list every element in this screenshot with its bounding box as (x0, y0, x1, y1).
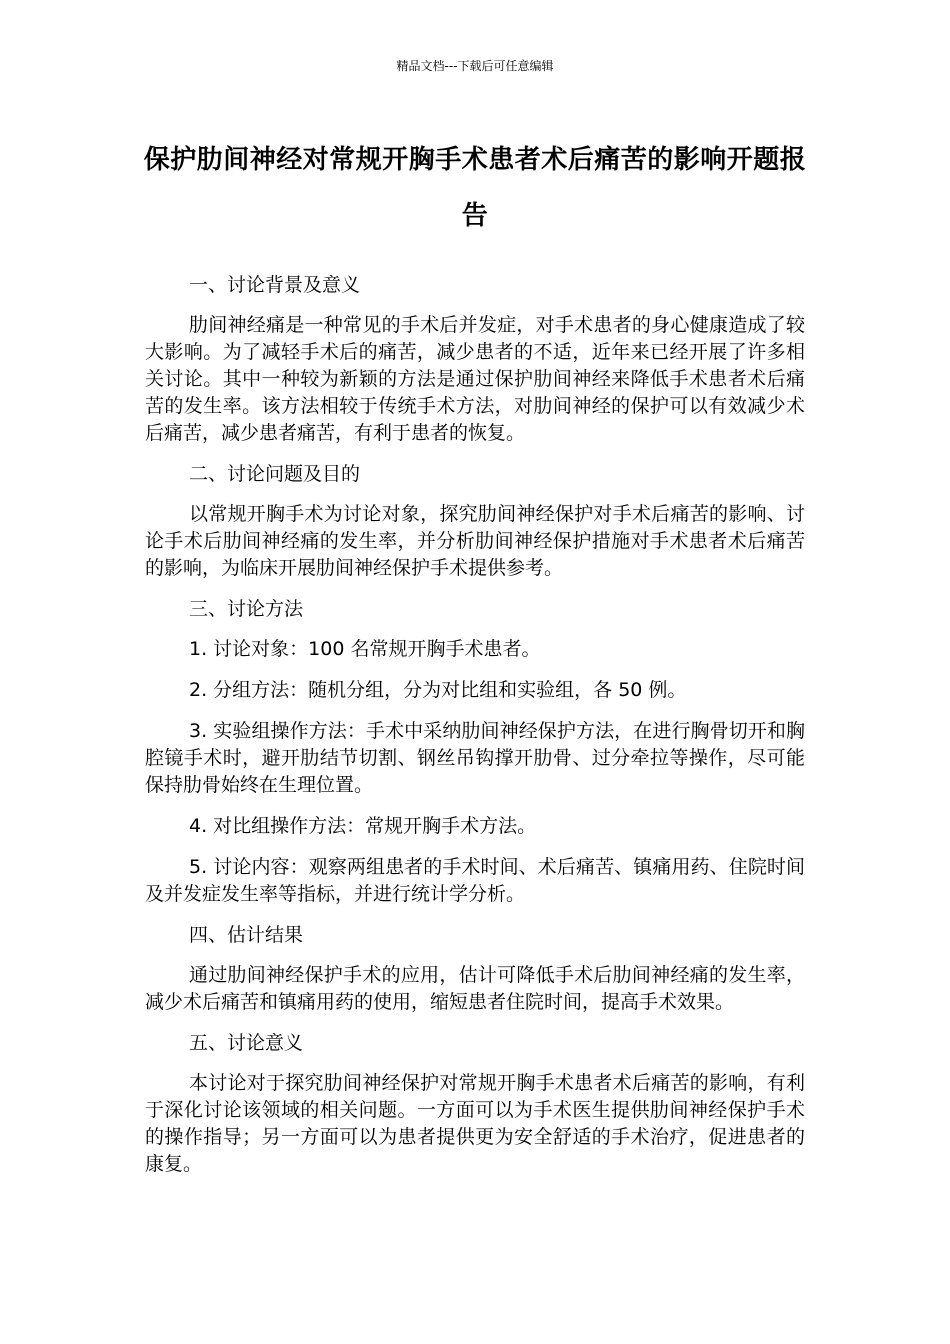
section-heading: 二、讨论问题及目的 (189, 463, 361, 485)
method-item: 4. 对比组操作方法：常规开胸手术方法。 (189, 815, 537, 837)
body-paragraph: 本讨论对于探究肋间神经保护对常规开胸手术患者术后痛苦的影响，有利于深化讨论该领域的相关问题。一方面可以为手术医生提供肋间神经保护手术的操作指导；另一方面可以为患者提供更为安全舒适的手术治疗，促进患者的康复。 (145, 1072, 805, 1175)
section-heading: 四、估计结果 (189, 924, 304, 946)
method-item: 2. 分组方法：随机分组，分为对比组和实验组，各 50 例。 (189, 679, 687, 701)
body-paragraph: 肋间神经痛是一种常见的手术后并发症，对手术患者的身心健康造成了较大影响。为了减轻手术后的痛苦，减少患者的不适，近年来已经开展了许多相关讨论。其中一种较为新颖的方法是通过保护肋间神经来降低手术患者术后痛苦的发生率。该方法相较于传统手术方法，对肋间神经的保护可以有效减少术后痛苦，减少患者痛苦，有利于患者的恢复。 (145, 314, 805, 444)
body-paragraph: 以常规开胸手术为讨论对象，探究肋间神经保护对手术后痛苦的影响、讨论手术后肋间神经痛的发生率，并分析肋间神经保护措施对手术患者术后痛苦的影响，为临床开展肋间神经保护手术提供参考。 (145, 503, 805, 579)
section-heading: 五、讨论意义 (189, 1032, 304, 1054)
section-heading: 三、讨论方法 (189, 598, 304, 620)
document-body (145, 272, 805, 1192)
method-item: 1. 讨论对象：100 名常规开胸手术患者。 (189, 638, 541, 660)
method-item: 5. 讨论内容：观察两组患者的手术时间、术后痛苦、镇痛用药、住院时间及并发症发生率等指标，并进行统计学分析。 (145, 856, 805, 905)
method-item: 3. 实验组操作方法：手术中采纳肋间神经保护方法，在进行胸骨切开和胸腔镜手术时，避开肋结节切割、钢丝吊钩撑开肋骨、过分牵拉等操作，尽可能保持肋骨始终在生理位置。 (145, 720, 805, 796)
header-note: 精品文档---下载后可任意编辑 (396, 59, 554, 73)
section-heading: 一、讨论背景及意义 (189, 274, 361, 296)
body-paragraph: 通过肋间神经保护手术的应用，估计可降低手术后肋间神经痛的发生率，减少术后痛苦和镇痛用药的使用，缩短患者住院时间，提高手术效果。 (145, 964, 805, 1013)
document-title: 保护肋间神经对常规开胸手术患者术后痛苦的影响开题报告 (143, 145, 807, 231)
